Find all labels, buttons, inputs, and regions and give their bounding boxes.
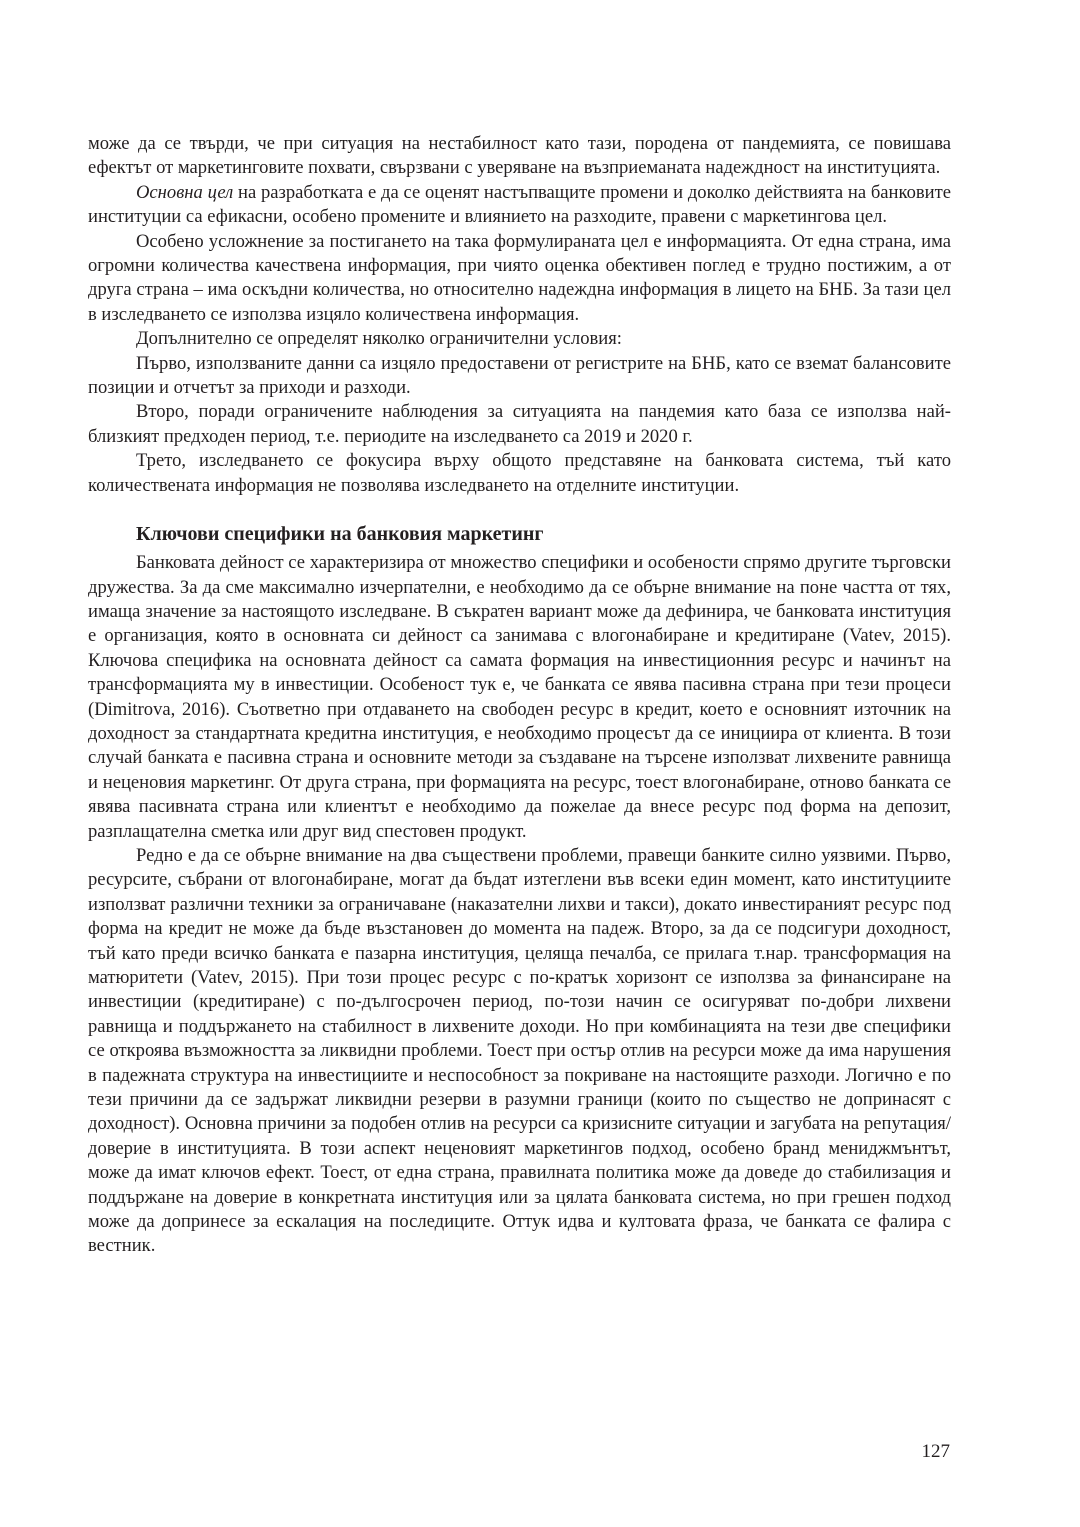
page-body [88, 132, 951, 1259]
paragraph-vulnerabilities: Редно е да се обърне внимание на два съществени проблеми, правещи банките силно уязвими. Първо, ресурсите, събрани от влогонабиране, могат да бъдат изтеглени във всеки един момент, като институциите използват различни техники за ограничаване (наказателни лихви и такси), докато инвестираният ресурс под форма на кредит не може да бъде възстановен до момента на падеж. Второ, за да се подсигури доходност, тъй като преди всичко банката е пазарна институция, целяща печалба, се прилага т.нар. трансформация на матюритети (Vatev, 2015). При този процес ресурс с по-кратък хоризонт се използва за финансиране на инвестиции (кредитиране) с по-дългосрочен период, по-този начин се осигуряват по-добри лихвени равнища и поддържането на стабилност в лихвените доходи. Но при комбинацията на тези две специфики се откроява възможността за ликвидни проблеми. Тоест при остър отлив на ресурси може да има нарушения в падежната структура на инвестициите и неспособност за покриване на настоящите разходи. Логично е по тези причини да се задържат ликвидни резерви в разумни граници (които по същество не допринасят с доходност). Основна причини за подобен отлив на ресурси са кризисните ситуации и загубата на репутация/доверие в институцията. В този аспект неценовият маркетингов подход, особено бранд мениджмънтът, може да имат ключов ефект. Тоест, от една страна, правилната политика може да доведе до стабилизация и поддържане на доверие в конкретната институция или за цялата банковата система, но при грешен подход може да допринесе за ескалация на последиците. Оттук идва и култовата фраза, че банката се фалира с вестник. [88, 844, 951, 1257]
paragraph-main-goal [88, 181, 951, 230]
emphasis-main-goal: Основна цел [136, 181, 234, 203]
paragraph-second-constraint: Второ, поради ограничените наблюдения за ситуацията на пандемия като база се използва най-близкият предходен период, т.е. периодите на изследването са 2019 и 2020 г. [88, 401, 951, 447]
paragraph-main-goal-text: на разработката е да се оценят настъпващите промени и доколко действията на банковите институции са ефикасни, особено промените и влиянието на разходите, правени с маркетингова цел. [88, 181, 951, 228]
paragraph-third-constraint: Трето, изследването се фокусира върху общото представяне на банковата система, тъй като количествената информация не позволява изследването на отделните институции. [88, 450, 951, 496]
paragraph-information: Особено усложнение за постигането на така формулираната цел е информацията. От една страна, има огромни количества качествена информация, при чиято оценка обективен поглед е трудно постижим, а от друга страна – има оскъдни количества, но относително надеждна информация в лицето на БНБ. За тази цел в изследването се използва изцяло количествена информация. [88, 230, 951, 325]
paragraph-first-constraint: Първо, използваните данни са изцяло предоставени от регистрите на БНБ, като се вземат балансовите позиции и отчетът за приходи и разходи. [88, 352, 951, 399]
section-heading: Ключови специфики на банковия маркетинг [136, 523, 544, 546]
paragraph-banking-specifics: Банковата дейност се характеризира от множество специфики и особености спрямо другите търговски дружества. За да сме максимално изчерпателни, е необходимо да се обърне внимание на поне частта от тях, имаща значение за настоящото изследване. В съкратен вариант може да дефинира, че банковата институция е организация, която в основната си дейност са занимава с влогонабиране и кредитиране (Vatev, 2015). Ключова специфика на основната дейност са самата формация на инвестиционния ресурс и начинът на трансформацията му в инвестиции. Особеност тук е, че банката се явява пасивна страна при тези процеси (Dimitrova, 2016). Съответно при отдаването на свободен ресурс в кредит, което е основният източник на доходност за стандартната кредитна институция, е необходимо процесът да се инициира от клиента. В този случай банката е пасивна страна и основните методи за създаване на търсене използват лихвените равнища и неценовия маркетинг. От друга страна, при формацията на ресурс, тоест влогонабиране, отново банката се явява пасивната страна или клиентът е необходимо да пожелае да внесе ресурс под форма на депозит, разплащателна сметка или друг вид спестовен продукт. [88, 552, 951, 842]
paragraph-continuation: може да се твърди, че при ситуация на нестабилност като тази, породена от пандемията, се повишава ефектът от маркетинговите похвати, свързвани с уверяване на възприеманата надеждност на институцията. [88, 133, 951, 179]
paragraph-constraints-intro: Допълнително се определят няколко ограничителни условия: [136, 328, 622, 350]
page-number: 127 [921, 1441, 950, 1462]
